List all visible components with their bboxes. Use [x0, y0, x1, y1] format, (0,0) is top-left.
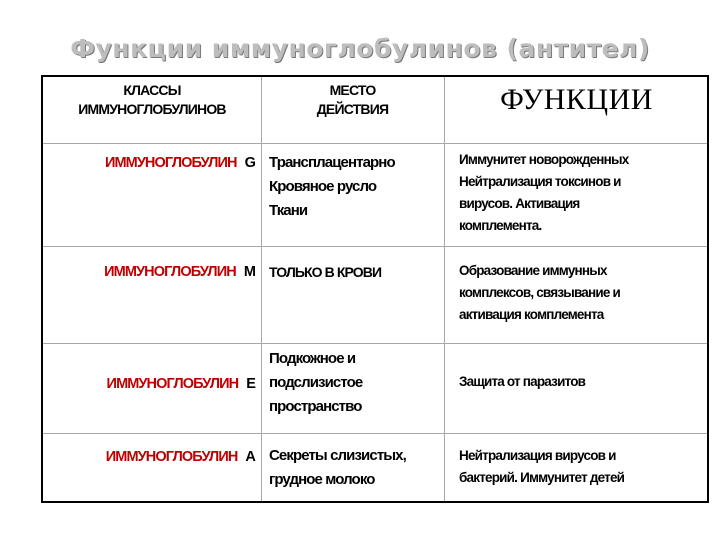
site-line: Подкожное и	[269, 350, 356, 367]
site-line: Ткани	[269, 202, 308, 219]
site-line: подслизистое	[269, 374, 363, 391]
table-row-functions	[459, 260, 709, 326]
page-title: Функции иммуноглобулинов (антител)	[70, 34, 650, 63]
table-row-functions	[459, 371, 709, 393]
class-letter: G	[244, 155, 255, 171]
function-line: Иммунитет новорожденных	[459, 152, 629, 167]
site-line: Трансплацентарно	[269, 154, 395, 171]
table-row-functions	[459, 149, 709, 237]
header-classes-line: ИММУНОГЛОБУЛИНОВ	[78, 101, 226, 117]
function-line: активация комплемента	[459, 307, 604, 322]
function-line: комплемента.	[459, 218, 542, 233]
table-row-site	[269, 151, 444, 223]
column-divider	[261, 77, 262, 501]
site-line: грудное молоко	[269, 471, 375, 488]
site-line: Секреты слизистых,	[269, 447, 406, 464]
header-classes-line: КЛАССЫ	[123, 82, 181, 98]
table-row-class	[43, 376, 255, 392]
class-letter: A	[245, 449, 255, 465]
table-row-site	[269, 347, 444, 419]
table-row-class	[43, 155, 255, 171]
row-divider	[43, 246, 707, 247]
function-line: бактерий. Иммунитет детей	[459, 470, 625, 485]
class-name: ИММУНОГЛОБУЛИН	[106, 376, 239, 392]
table-row-site	[269, 260, 444, 284]
function-line: вирусов. Активация	[459, 196, 580, 211]
site-line: ТОЛЬКО В КРОВИ	[269, 264, 382, 280]
function-line: Защита от паразитов	[459, 374, 586, 389]
function-line: Нейтрализация вирусов и	[459, 448, 616, 463]
class-name: ИММУНОГЛОБУЛИН	[104, 264, 236, 280]
class-letter: M	[243, 264, 255, 280]
table-row-functions	[459, 445, 709, 489]
row-divider	[43, 343, 707, 344]
class-name: ИММУНОГЛОБУЛИН	[104, 155, 237, 171]
header-site	[261, 81, 444, 119]
function-line: комплексов, связывание и	[459, 285, 621, 300]
function-line: Образование иммунных	[459, 263, 607, 278]
header-site-line: ДЕЙСТВИЯ	[316, 101, 389, 117]
row-divider	[43, 433, 707, 434]
header-classes	[43, 81, 261, 119]
function-line: Нейтрализация токсинов и	[459, 174, 621, 189]
site-line: Кровяное русло	[269, 178, 377, 195]
header-functions: ФУНКЦИИ	[500, 83, 653, 116]
header-site-line: МЕСТО	[329, 82, 376, 98]
table-row-class	[43, 264, 255, 280]
class-letter: E	[246, 376, 255, 392]
table-row-site	[269, 444, 444, 492]
row-divider	[43, 143, 707, 144]
immunoglobulin-table	[41, 75, 709, 503]
site-line: пространство	[269, 398, 362, 415]
table-row-class	[43, 449, 255, 465]
class-name: ИММУНОГЛОБУЛИН	[105, 449, 238, 465]
column-divider	[444, 77, 445, 501]
